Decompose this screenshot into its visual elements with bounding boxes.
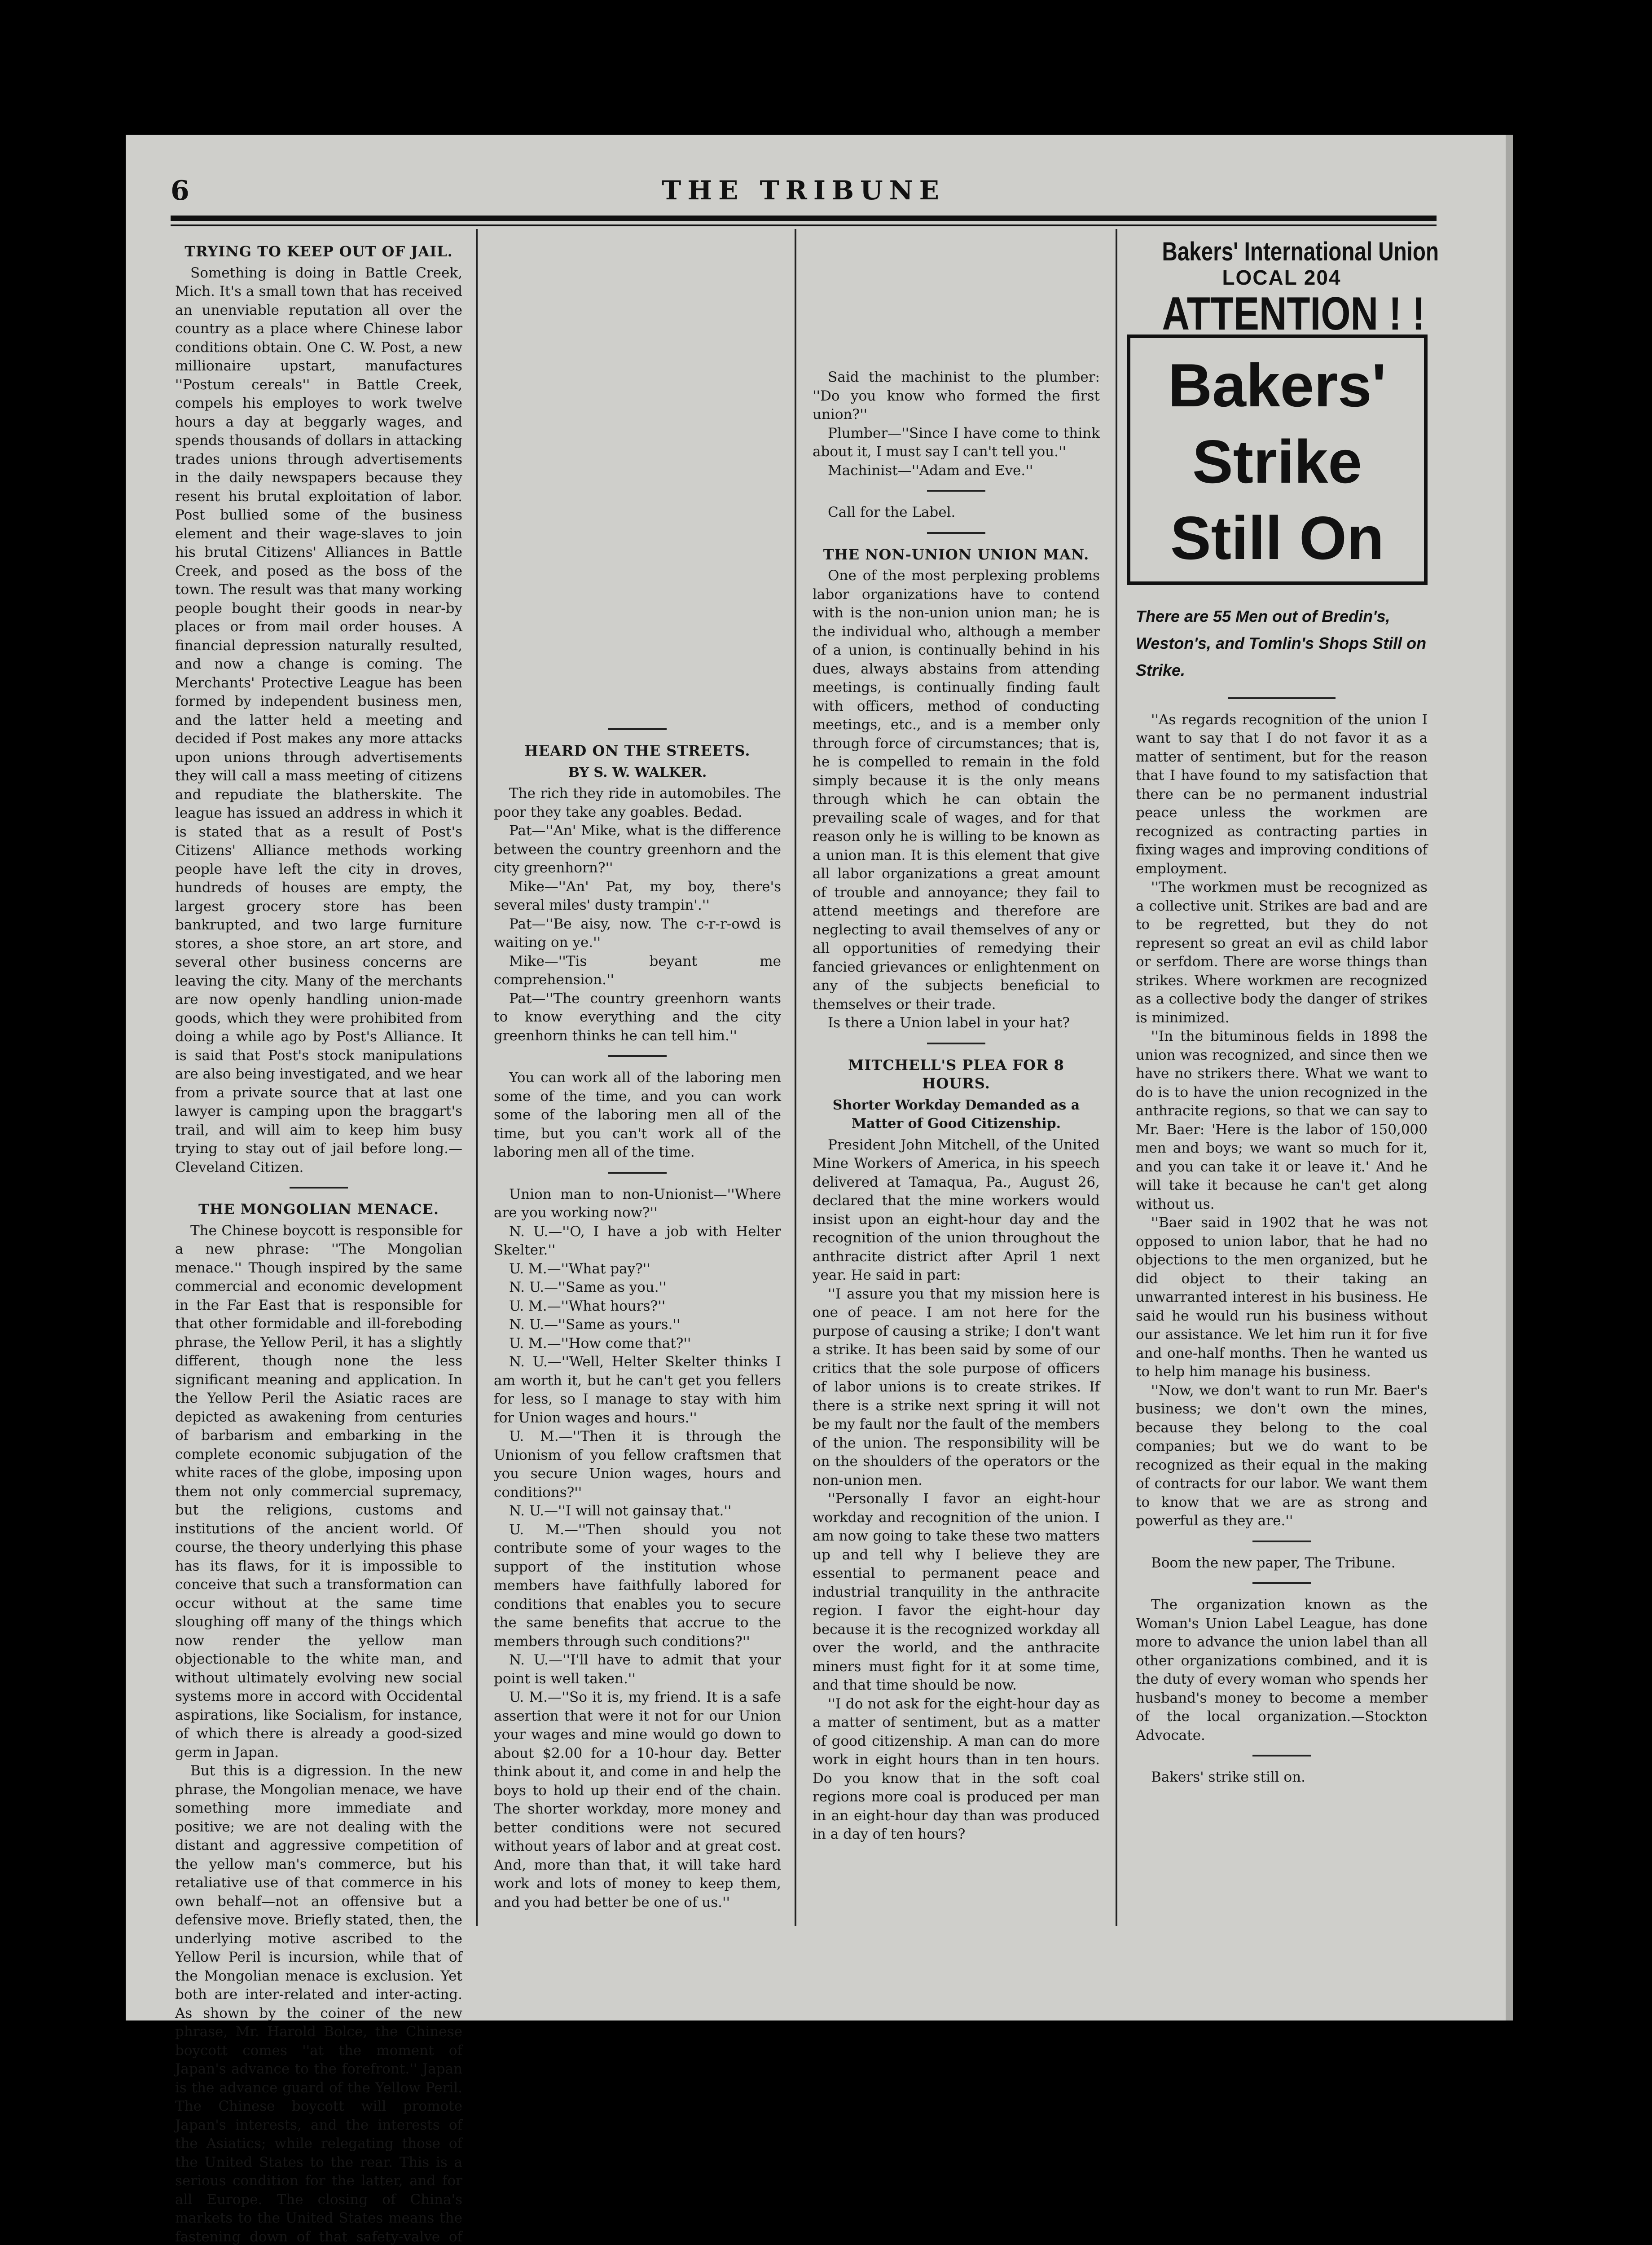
- article-paragraph: Something is doing in Battle Creek, Mich. It's a small town that has received an unenviable reputation all over the country as a place where Chinese labor conditions obtain. One C. W. Post, a new millionaire upstart, manufactures ''Postum cereals'' in Battle Creek, compels his employes to work twelve hours a day at beggarly wages, and spends thousands of dollars in attacking trades unions through advertisements in the daily newspapers because they resent his brutal exploitation of labor. Post bullied some of the business element and their wage-slaves to join his brutal Citizens' Alliances in Battle Creek, and posed as the boss of the town. The result was that many working people bought their goods in near-by places or from mail order houses. A financial depression naturally resulted, and now a change is coming. The Merchants' Protective League has been formed by independent business men, and the latter held a meeting and decided if Post makes any more attacks upon unions through advertisements they will call a mass meeting of citizens and repudiate the blatherskite. The league has issued an address in which it is stated that as a result of Post's Citizens' Alliance methods working people have left the city in droves, hundreds of houses are empty, the largest grocery store has been bankrupted, and two large furniture stores, a shoe store, an art store, and several other business concerns are leaving the city. Many of the merchants are now openly handling union-made goods, which they were prohibited from doing a while ago by Post's Alliance. It is said that Post's stock manipulations are also being investigated, and we hear from a private source that at last one lawyer is camping upon the braggart's trail, and will aim to keep him busy trying to stay out of jail before long.—Cleveland Citizen.: [175, 264, 462, 1175]
- article-paragraph: ''I assure you that my mission here is one of peace. I am not here for the purpose of causing a strike; I don't want a strike. It has been said by some of our critics that the sole purpose of officers of labor unions is to create strikes. If there is a strike next spring it will not be my fault nor the fault of the members of the union. The responsibility will be on the shoulders of the operators or the non-union men.: [813, 1285, 1100, 1488]
- article-paragraph: The Chinese boycott is responsible for a new phrase: ''The Mongolian menace.'' Though inspired by the same commercial and economic development in the Far East that is responsible for that other formidable and ill-foreboding phrase, the Yellow Peril, it has a slightly different, though none the less significant meaning and application. In the Yellow Peril the Asiatic races are depicted as awakening from centuries of barbarism and embarking in the complete economic subjugation of the white races of the globe, imposing upon them not only commercial supremacy, but the religions, customs and institutions of the ancient world. Of course, the theory underlying this phase has its flaws, for it is impossible to conceive that such a transformation can occur without at the same time sloughing off many of the things which now render the yellow man objectionable to the white man, and without ultimately evolving new social systems more in accord with Occidental aspirations, like Socialism, for instance, of which there is already a good-sized germ in Japan.: [175, 1222, 462, 1761]
- filler-line: Bakers' strike still on.: [1151, 1769, 1306, 1785]
- masthead-rule-thick: [171, 216, 1437, 221]
- dialogue-line: U. M.—''So it is, my friend. It is a safe assertion that were it not for our Union your wages and mine would go down to about $2.00 for a 10-hour day. Better think about it, and come in and help the boys to hold up their end of the chain. The shorter workday, more money and better conditions were not secured without years of labor and at great cost. And, more than that, it will take hard work and lots of money to keep them, and you had better be one of us.'': [494, 1689, 781, 1910]
- article-paragraph: Said the machinist to the plumber: ''Do you know who formed the first union?'': [813, 369, 1100, 423]
- article-subheading: Shorter Workday Demanded as a Matter of Good Citizenship.: [832, 1097, 1080, 1131]
- page-edge-shadow: [1506, 135, 1513, 2020]
- article-paragraph: Pat—''The country greenhorn wants to know everything and the city greenhorn thinks he can tell him.'': [494, 990, 781, 1044]
- article-paragraph: Machinist—''Adam and Eve.'': [828, 462, 1033, 479]
- dialogue-line: U. M.—''What pay?'': [509, 1260, 650, 1277]
- column-3-continuation-space: [813, 242, 1100, 368]
- article-heading: THE NON-UNION UNION MAN.: [823, 546, 1090, 563]
- article-separator: [927, 532, 985, 534]
- article-paragraph: ''As regards recognition of the union I want to say that I do not favor it as a matter of sentiment, but for the reason that I have found to my satisfaction that there can be no permanent industrial peace unless the workmen are recognized as contracting parties in fixing wages and improving conditions of employment.: [1136, 711, 1428, 877]
- dialogue-line: N. U.—''O, I have a job with Helter Skelter.'': [494, 1223, 781, 1258]
- ad-local-number: LOCAL 204: [1222, 265, 1341, 289]
- ad-attention: ATTENTION ! !: [1162, 288, 1425, 340]
- dialogue-line: N. U.—''Same as yours.'': [509, 1316, 681, 1333]
- article-paragraph: ''In the bituminous fields in 1898 the union was recognized, and since then we have no strikers there. What we want to do is to have the union recognized in the anthracite regions, so that we can say to Mr. Baer: 'Here is the labor of 150,000 men and boys; we want so much for it, and you can take it or leave it.' And he will take it because he can't get along without us.: [1136, 1028, 1428, 1212]
- filler-line: Boom the new paper, The Tribune.: [1151, 1554, 1396, 1571]
- masthead: [171, 175, 1437, 216]
- dialogue-line: N. U.—''Same as you.'': [509, 1279, 667, 1295]
- article-paragraph: ''Now, we don't want to run Mr. Baer's business; we don't own the mines, because they belong to the coal companies; but we do want to be recognized as their equal in the making of contracts for our labor. We want them to know that we are as strong and powerful as they are.'': [1136, 1382, 1428, 1529]
- article-separator: [927, 1043, 985, 1044]
- filler-line: Call for the Label.: [828, 504, 956, 520]
- article-paragraph: But this is a digression. In the new phrase, the Mongolian menace, we have something more immediate and positive; we are not dealing with the distant and aggressive competition of the yellow man's commerce, but his retaliative use of that commerce in his own behalf—not an offensive but a defensive move. Briefly stated, then, the underlying motive ascribed to the Yellow Peril is incursion, while that of the Mongolian menace is exclusion. Yet both are inter-related and inter-acting. As shown by the coiner of the new phrase, Mr. Harold Bolce, the Chinese boycott comes ''at the moment of Japan's advance to the forefront.'' Japan is the advance guard of the Yellow Peril. The Chinese boycott will promote Japan's interests, and the interests of the Asiatics; while relegating those of the United States to the rear. This is a serious condition for the latter, and for all Europe. The closing of China's markets to the United States means the fastening down of that safety-valve of: [175, 1763, 462, 2245]
- article-separator: [290, 1187, 348, 1189]
- article-paragraph: The organization known as the Woman's Union Label League, has done more to advance the union label than all other organizations combined, and it is the duty of every woman who spends her husband's money to become a member of the local organization.—Stockton Advocate.: [1136, 1597, 1428, 1743]
- article-paragraph: Pat—''An' Mike, what is the difference between the country greenhorn and the city greenhorn?'': [494, 823, 781, 876]
- column-4: [1136, 237, 1439, 1931]
- column-rule-2: [795, 229, 796, 1926]
- ad-strike-note: There are 55 Men out of Bredin's, Weston's, and Tomlin's Shops Still on Strike.: [1136, 607, 1427, 679]
- article-paragraph: Plumber—''Since I have come to think about it, I must say I can't tell you.'': [813, 425, 1100, 460]
- newspaper-page: [126, 135, 1513, 2245]
- article-paragraph: The rich they ride in automobiles. The poor they take any goables. Bedad.: [494, 785, 781, 820]
- article-paragraph: Mike—''An' Pat, my boy, there's several miles' dusty trampin'.'': [494, 878, 781, 913]
- article-separator: [1228, 697, 1336, 699]
- ad-strike-box: [1127, 335, 1428, 585]
- article-paragraph: Mike—''Tis beyant me comprehension.'': [494, 953, 781, 988]
- dialogue-line: N. U.—''I will not gainsay that.'': [509, 1503, 732, 1519]
- column-rule-1: [476, 229, 478, 1926]
- ad-strike-line: Bakers': [1168, 351, 1387, 419]
- article-separator: [608, 1172, 667, 1174]
- column-2-continuation-space: [494, 242, 781, 718]
- dialogue-line: N. U.—''Well, Helter Skelter thinks I am worth it, but he can't get you fellers for less, so I manage to stay with him for Union wages and hours.'': [494, 1354, 781, 1426]
- dialogue-line: N. U.—''I'll have to admit that your point is well taken.'': [494, 1652, 781, 1687]
- column-2: [494, 242, 781, 1931]
- dialogue-line: U. M.—''How come that?'': [509, 1335, 691, 1351]
- bakers-advertisement: [1136, 237, 1439, 684]
- article-separator: [608, 1055, 667, 1057]
- column-1: [175, 242, 462, 2245]
- column-rule-3: [1116, 229, 1117, 1926]
- dialogue-line: U. M.—''Then it is through the Unionism of you fellow craftsmen that you secure Union wages, hours and conditions?'': [494, 1428, 781, 1501]
- page-number: 6: [171, 175, 189, 207]
- dialogue-line: U. M.—''What hours?'': [509, 1298, 666, 1314]
- article-heading: TRYING TO KEEP OUT OF JAIL.: [185, 243, 453, 260]
- ad-strike-line: Strike: [1192, 427, 1362, 496]
- article-paragraph: Pat—''Be aisy, now. The c-r-r-owd is waiting on ye.'': [494, 916, 781, 951]
- article-paragraph: ''Personally I favor an eight-hour workday and recognition of the union. I am now going to take these two matters up and tell why I believe they are essential to permanent peace and industrial tranquility in the anthracite region. I favor the eight-hour day because it is the recognized workday all over the world, and the anthracite miners must fight for it at some time, and that time should be now.: [813, 1491, 1100, 1693]
- article-paragraph: ''Baer said in 1902 that he was not opposed to union labor, that he had no objections to the men organized, but he did object to their taking an unwarranted interest in his business. He said he would run his business without our assistance. We let him run it for five and one-half months. Then he wanted us to help him manage his business.: [1136, 1215, 1428, 1380]
- article-paragraph: ''I do not ask for the eight-hour day as a matter of sentiment, but as a matter of good citizenship. A man can do more work in eight hours than in ten hours. Do you know that in the soft coal regions more coal is produced per man in an eight-hour day than was produced in a day of ten hours?: [813, 1695, 1100, 1842]
- article-paragraph: You can work all of the laboring men some of the time, and you can work some of the laboring men all of the time, but you can't work all of the laboring men all of the time.: [494, 1070, 781, 1160]
- article-paragraph: One of the most perplexing problems labor organizations have to contend with is the non-union union man; he is the individual who, although a member of a union, is continually behind in his dues, always abstains from attending meetings, is continually finding fault with officers, method of conducting meetings, etc., and is a member only through force of circumstances; that is, he is compelled to remain in the fold simply because it is the only means through which he can obtain the prevailing scale of wages, and for that reason only he is willing to be known as a union man. It is this element that give all labor organizations a great amount of trouble and annoyance; they fail to attend meetings and therefore are neglecting to avail themselves of any or all opportunities of remedying their fancied grievances or enlightenment on any of the subjects beneficial to themselves or their trade.: [813, 568, 1100, 1012]
- dialogue-line: Union man to non-Unionist—''Where are you working now?'': [494, 1186, 781, 1221]
- article-heading: THE MONGOLIAN MENACE.: [198, 1201, 439, 1218]
- article-separator: [927, 490, 985, 492]
- column-3: [813, 242, 1100, 1931]
- article-separator: [608, 728, 667, 730]
- article-byline: BY S. W. WALKER.: [568, 764, 707, 780]
- article-heading: MITCHELL'S PLEA FOR 8 HOURS.: [848, 1056, 1064, 1092]
- newspaper-title: THE TRIBUNE: [662, 175, 945, 206]
- article-separator: [1252, 1582, 1311, 1584]
- ad-union-name: Bakers' International Union: [1162, 237, 1439, 266]
- filler-line: Is there a Union label in your hat?: [828, 1015, 1070, 1031]
- article-heading: HEARD ON THE STREETS.: [524, 742, 751, 759]
- dialogue-line: U. M.—''Then should you not contribute some of your wages to the support of the institution whose members have faithfully labored for conditions that enables you to secure the same benefits that accrue to the members through such conditions?'': [494, 1521, 781, 1650]
- masthead-rule-thin: [171, 224, 1437, 226]
- article-paragraph: ''The workmen must be recognized as a collective unit. Strikes are bad and are to be regretted, but they do not represent so great an evil as child labor or serfdom. There are worse things than strikes. Where workmen are recognized as a collective body the danger of strikes is minimized.: [1136, 879, 1428, 1026]
- article-paragraph: President John Mitchell, of the United Mine Workers of America, in his speech delivered at Tamaqua, Pa., August 26, declared that the mine workers would insist upon an eight-hour day and the recognition of the union throughout the anthracite district after April 1 next year. He said in part:: [813, 1136, 1100, 1283]
- article-separator: [1252, 1755, 1311, 1756]
- ad-strike-line: Still On: [1170, 503, 1384, 572]
- article-separator: [1252, 1541, 1311, 1542]
